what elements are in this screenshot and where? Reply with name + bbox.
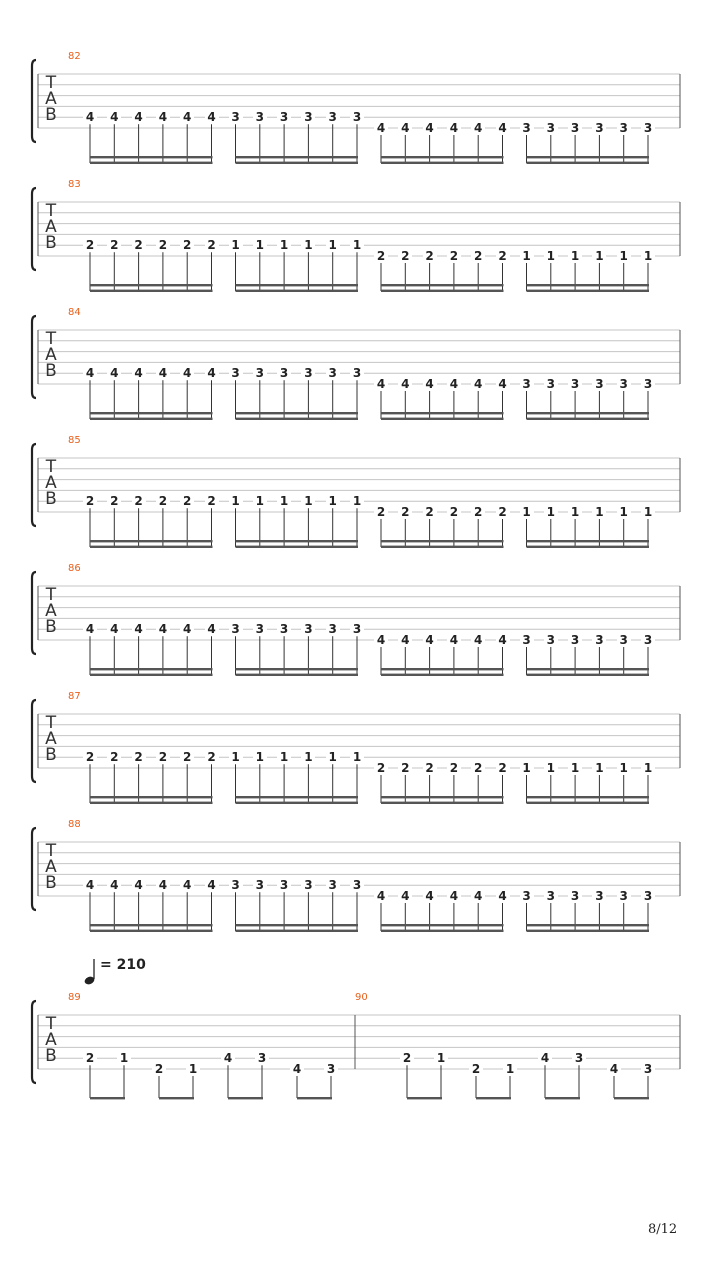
fret-number: 2 bbox=[180, 495, 194, 508]
fret-number: 4 bbox=[447, 378, 461, 391]
fret-number: 3 bbox=[301, 111, 315, 124]
fret-number: 2 bbox=[400, 1052, 414, 1065]
fret-number: 2 bbox=[132, 239, 146, 252]
fret-number: 4 bbox=[447, 890, 461, 903]
fret-number: 1 bbox=[277, 751, 291, 764]
fret-number: 1 bbox=[350, 495, 364, 508]
beam bbox=[614, 1097, 649, 1099]
fret-number: 3 bbox=[641, 634, 655, 647]
fret-number: 4 bbox=[374, 122, 388, 135]
fret-number: 2 bbox=[83, 495, 97, 508]
fret-number: 3 bbox=[641, 890, 655, 903]
fret-number: 4 bbox=[156, 623, 170, 636]
fret-number: 3 bbox=[520, 890, 534, 903]
fret-number: 3 bbox=[520, 122, 534, 135]
fret-number: 3 bbox=[229, 879, 243, 892]
fret-number: 1 bbox=[301, 751, 315, 764]
fret-number: 3 bbox=[277, 111, 291, 124]
fret-number: 1 bbox=[641, 762, 655, 775]
fret-number: 4 bbox=[205, 367, 219, 380]
fret-number: 3 bbox=[568, 634, 582, 647]
fret-number: 2 bbox=[374, 762, 388, 775]
fret-number: 4 bbox=[107, 879, 121, 892]
fret-number: 1 bbox=[253, 239, 267, 252]
fret-number: 4 bbox=[83, 111, 97, 124]
fret-number: 3 bbox=[544, 890, 558, 903]
fret-number: 2 bbox=[107, 239, 121, 252]
fret-number: 4 bbox=[447, 634, 461, 647]
fret-number: 4 bbox=[398, 634, 412, 647]
fret-number: 2 bbox=[398, 506, 412, 519]
fret-number: 1 bbox=[592, 506, 606, 519]
tab-clef-letter: A bbox=[45, 729, 57, 749]
fret-number: 2 bbox=[447, 506, 461, 519]
fret-number: 1 bbox=[301, 239, 315, 252]
fret-number: 3 bbox=[641, 378, 655, 391]
fret-number: 1 bbox=[544, 250, 558, 263]
fret-number: 4 bbox=[132, 879, 146, 892]
fret-number: 4 bbox=[107, 623, 121, 636]
fret-number: 1 bbox=[641, 506, 655, 519]
fret-number: 1 bbox=[229, 751, 243, 764]
fret-number: 4 bbox=[398, 122, 412, 135]
fret-number: 4 bbox=[107, 111, 121, 124]
fret-number: 4 bbox=[180, 367, 194, 380]
fret-number: 3 bbox=[350, 879, 364, 892]
tab-clef-letter: A bbox=[45, 345, 57, 365]
tab-clef-letter: T bbox=[45, 201, 57, 221]
fret-number: 2 bbox=[156, 495, 170, 508]
fret-number: 3 bbox=[617, 890, 631, 903]
tab-clef-letter: A bbox=[45, 601, 57, 621]
fret-number: 1 bbox=[592, 250, 606, 263]
fret-number: 4 bbox=[496, 634, 510, 647]
fret-number: 3 bbox=[520, 634, 534, 647]
tab-clef-letter: B bbox=[45, 873, 57, 893]
fret-number: 3 bbox=[253, 367, 267, 380]
fret-number: 4 bbox=[423, 378, 437, 391]
fret-number: 3 bbox=[544, 122, 558, 135]
fret-number: 1 bbox=[544, 762, 558, 775]
tab-clef-letter: T bbox=[45, 585, 57, 605]
fret-number: 2 bbox=[205, 751, 219, 764]
fret-number: 3 bbox=[326, 623, 340, 636]
tab-clef-letter: T bbox=[45, 73, 57, 93]
fret-number: 2 bbox=[83, 1052, 97, 1065]
tab-clef-letter: B bbox=[45, 361, 57, 381]
tab-clef-letter: B bbox=[45, 105, 57, 125]
fret-number: 2 bbox=[374, 506, 388, 519]
fret-number: 3 bbox=[520, 378, 534, 391]
fret-number: 3 bbox=[229, 111, 243, 124]
fret-number: 1 bbox=[301, 495, 315, 508]
fret-number: 2 bbox=[83, 751, 97, 764]
fret-number: 1 bbox=[326, 239, 340, 252]
fret-number: 1 bbox=[520, 250, 534, 263]
fret-number: 2 bbox=[180, 751, 194, 764]
fret-number: 3 bbox=[229, 367, 243, 380]
fret-number: 3 bbox=[229, 623, 243, 636]
fret-number: 2 bbox=[83, 239, 97, 252]
fret-number: 2 bbox=[423, 250, 437, 263]
fret-number: 2 bbox=[374, 250, 388, 263]
fret-number: 2 bbox=[398, 762, 412, 775]
fret-number: 2 bbox=[447, 250, 461, 263]
fret-number: 2 bbox=[471, 506, 485, 519]
fret-number: 4 bbox=[374, 378, 388, 391]
tab-clef-letter: A bbox=[45, 89, 57, 109]
measure-number: 86 bbox=[68, 563, 81, 574]
fret-number: 2 bbox=[205, 495, 219, 508]
fret-number: 1 bbox=[503, 1063, 517, 1076]
fret-number: 2 bbox=[156, 239, 170, 252]
fret-number: 2 bbox=[423, 506, 437, 519]
fret-number: 4 bbox=[156, 879, 170, 892]
fret-number: 4 bbox=[221, 1052, 235, 1065]
fret-number: 2 bbox=[156, 751, 170, 764]
fret-number: 1 bbox=[568, 250, 582, 263]
tab-clef-letter: T bbox=[45, 841, 57, 861]
fret-number: 4 bbox=[423, 890, 437, 903]
fret-number: 4 bbox=[471, 634, 485, 647]
fret-number: 4 bbox=[132, 367, 146, 380]
fret-number: 4 bbox=[156, 367, 170, 380]
fret-number: 2 bbox=[132, 751, 146, 764]
fret-number: 3 bbox=[568, 378, 582, 391]
fret-number: 2 bbox=[132, 495, 146, 508]
tab-clef-letter: T bbox=[45, 457, 57, 477]
fret-number: 3 bbox=[592, 890, 606, 903]
fret-number: 4 bbox=[132, 111, 146, 124]
tab-clef-letter: A bbox=[45, 217, 57, 237]
beam bbox=[297, 1097, 332, 1099]
beam bbox=[90, 1097, 125, 1099]
fret-number: 2 bbox=[471, 250, 485, 263]
measure-number: 84 bbox=[68, 307, 81, 318]
fret-number: 2 bbox=[471, 762, 485, 775]
beam bbox=[407, 1097, 442, 1099]
fret-number: 1 bbox=[520, 506, 534, 519]
fret-number: 1 bbox=[277, 495, 291, 508]
fret-number: 1 bbox=[568, 506, 582, 519]
fret-number: 1 bbox=[117, 1052, 131, 1065]
fret-number: 1 bbox=[326, 751, 340, 764]
tab-clef-letter: A bbox=[45, 857, 57, 877]
fret-number: 3 bbox=[641, 122, 655, 135]
tab-clef-letter: B bbox=[45, 617, 57, 637]
fret-number: 4 bbox=[471, 122, 485, 135]
fret-number: 4 bbox=[538, 1052, 552, 1065]
fret-number: 2 bbox=[469, 1063, 483, 1076]
fret-number: 1 bbox=[350, 239, 364, 252]
fret-number: 3 bbox=[592, 378, 606, 391]
beam bbox=[228, 1097, 263, 1099]
fret-number: 4 bbox=[607, 1063, 621, 1076]
fret-number: 3 bbox=[568, 890, 582, 903]
fret-number: 4 bbox=[83, 623, 97, 636]
tab-clef-letter: B bbox=[45, 233, 57, 253]
fret-number: 3 bbox=[350, 623, 364, 636]
tab-clef-letter: A bbox=[45, 1030, 57, 1050]
fret-number: 1 bbox=[617, 506, 631, 519]
fret-number: 1 bbox=[229, 239, 243, 252]
tab-clef-letter: B bbox=[45, 489, 57, 509]
fret-number: 2 bbox=[180, 239, 194, 252]
tab-clef-letter: A bbox=[45, 473, 57, 493]
fret-number: 4 bbox=[374, 634, 388, 647]
fret-number: 4 bbox=[496, 122, 510, 135]
fret-number: 2 bbox=[107, 751, 121, 764]
fret-number: 3 bbox=[324, 1063, 338, 1076]
fret-number: 4 bbox=[423, 122, 437, 135]
fret-number: 4 bbox=[205, 623, 219, 636]
fret-number: 3 bbox=[277, 367, 291, 380]
fret-number: 4 bbox=[471, 890, 485, 903]
fret-number: 3 bbox=[326, 111, 340, 124]
fret-number: 4 bbox=[156, 111, 170, 124]
measure-number: 83 bbox=[68, 179, 81, 190]
fret-number: 4 bbox=[374, 890, 388, 903]
fret-number: 1 bbox=[592, 762, 606, 775]
fret-number: 4 bbox=[423, 634, 437, 647]
fret-number: 1 bbox=[520, 762, 534, 775]
page-number: 8/12 bbox=[648, 1222, 678, 1237]
beam bbox=[545, 1097, 580, 1099]
tab-clef-letter: T bbox=[45, 329, 57, 349]
measure-number: 90 bbox=[355, 992, 368, 1003]
fret-number: 3 bbox=[277, 879, 291, 892]
fret-number: 4 bbox=[107, 367, 121, 380]
fret-number: 3 bbox=[641, 1063, 655, 1076]
fret-number: 2 bbox=[496, 250, 510, 263]
fret-number: 2 bbox=[423, 762, 437, 775]
fret-number: 3 bbox=[568, 122, 582, 135]
fret-number: 1 bbox=[434, 1052, 448, 1065]
fret-number: 4 bbox=[180, 111, 194, 124]
tempo-value: = 210 bbox=[100, 957, 146, 973]
fret-number: 2 bbox=[205, 239, 219, 252]
fret-number: 3 bbox=[255, 1052, 269, 1065]
fret-number: 3 bbox=[301, 367, 315, 380]
measure-number: 89 bbox=[68, 992, 81, 1003]
tab-clef-letter: T bbox=[45, 713, 57, 733]
fret-number: 1 bbox=[253, 495, 267, 508]
tab-clef-letter: B bbox=[45, 745, 57, 765]
fret-number: 1 bbox=[277, 239, 291, 252]
fret-number: 3 bbox=[301, 879, 315, 892]
measure-number: 87 bbox=[68, 691, 81, 702]
fret-number: 3 bbox=[277, 623, 291, 636]
fret-number: 4 bbox=[132, 623, 146, 636]
tab-clef-letter: B bbox=[45, 1046, 57, 1066]
fret-number: 4 bbox=[205, 879, 219, 892]
fret-number: 4 bbox=[398, 890, 412, 903]
fret-number: 4 bbox=[447, 122, 461, 135]
fret-number: 1 bbox=[544, 506, 558, 519]
fret-number: 1 bbox=[617, 762, 631, 775]
fret-number: 3 bbox=[326, 367, 340, 380]
fret-number: 4 bbox=[83, 367, 97, 380]
fret-number: 3 bbox=[617, 378, 631, 391]
fret-number: 3 bbox=[592, 122, 606, 135]
fret-number: 3 bbox=[617, 634, 631, 647]
fret-number: 1 bbox=[641, 250, 655, 263]
fret-number: 4 bbox=[398, 378, 412, 391]
fret-number: 3 bbox=[253, 879, 267, 892]
fret-number: 4 bbox=[205, 111, 219, 124]
fret-number: 3 bbox=[253, 623, 267, 636]
fret-number: 3 bbox=[617, 122, 631, 135]
fret-number: 3 bbox=[326, 879, 340, 892]
fret-number: 2 bbox=[447, 762, 461, 775]
fret-number: 2 bbox=[107, 495, 121, 508]
system-bracket bbox=[32, 1001, 36, 1083]
fret-number: 2 bbox=[398, 250, 412, 263]
fret-number: 4 bbox=[471, 378, 485, 391]
fret-number: 4 bbox=[496, 378, 510, 391]
fret-number: 3 bbox=[572, 1052, 586, 1065]
fret-number: 4 bbox=[180, 623, 194, 636]
fret-number: 2 bbox=[496, 762, 510, 775]
fret-number: 3 bbox=[544, 634, 558, 647]
fret-number: 1 bbox=[568, 762, 582, 775]
fret-number: 1 bbox=[350, 751, 364, 764]
fret-number: 1 bbox=[326, 495, 340, 508]
tab-clef-letter: T bbox=[45, 1014, 57, 1034]
fret-number: 4 bbox=[290, 1063, 304, 1076]
fret-number: 4 bbox=[180, 879, 194, 892]
fret-number: 4 bbox=[83, 879, 97, 892]
fret-number: 3 bbox=[350, 111, 364, 124]
fret-number: 4 bbox=[496, 890, 510, 903]
fret-number: 3 bbox=[592, 634, 606, 647]
fret-number: 1 bbox=[186, 1063, 200, 1076]
fret-number: 3 bbox=[350, 367, 364, 380]
fret-number: 3 bbox=[301, 623, 315, 636]
measure-number: 85 bbox=[68, 435, 81, 446]
fret-number: 1 bbox=[229, 495, 243, 508]
fret-number: 1 bbox=[617, 250, 631, 263]
fret-number: 2 bbox=[496, 506, 510, 519]
fret-number: 3 bbox=[544, 378, 558, 391]
measure-number: 82 bbox=[68, 51, 81, 62]
fret-number: 3 bbox=[253, 111, 267, 124]
fret-number: 1 bbox=[253, 751, 267, 764]
beam bbox=[159, 1097, 194, 1099]
fret-number: 2 bbox=[152, 1063, 166, 1076]
beam bbox=[476, 1097, 511, 1099]
measure-number: 88 bbox=[68, 819, 81, 830]
